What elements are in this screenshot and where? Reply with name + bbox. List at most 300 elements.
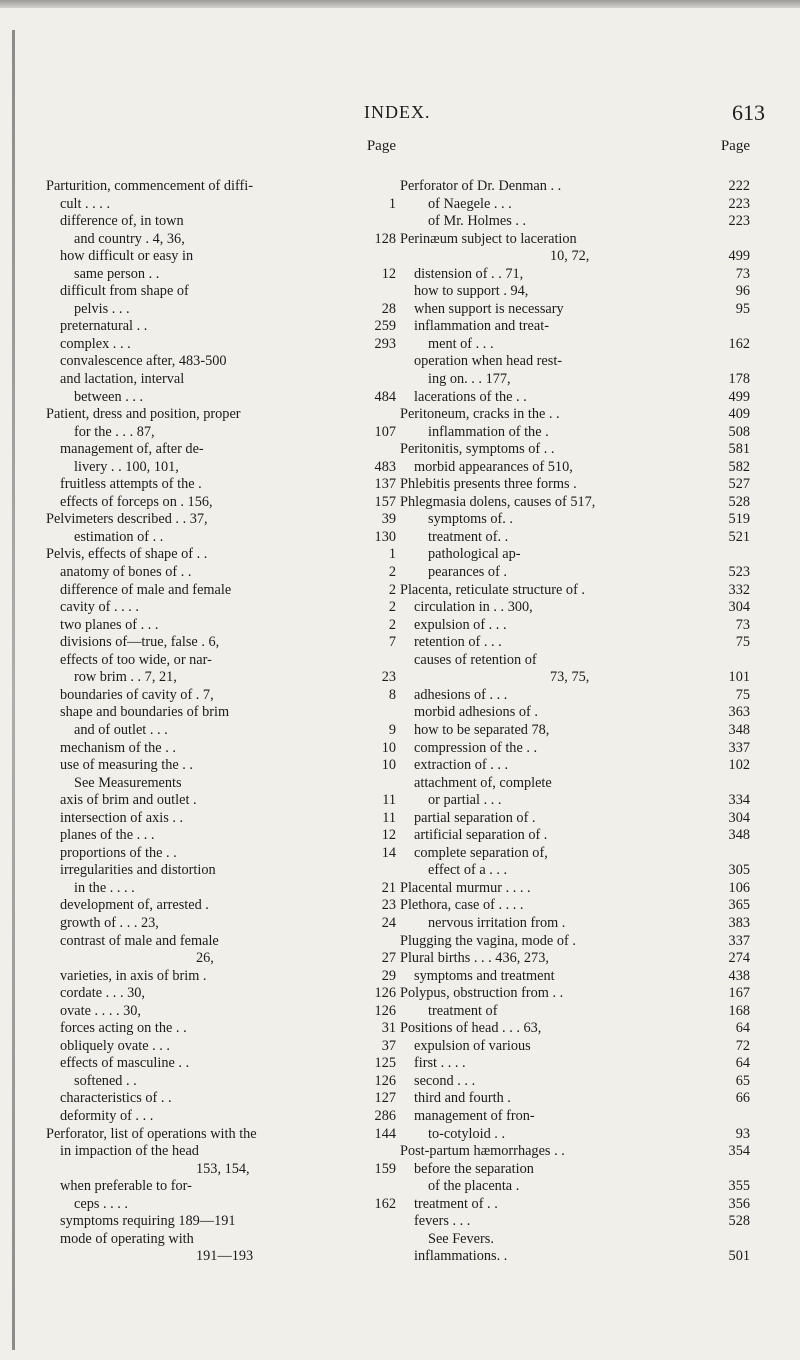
entry-text: Perinæum subject to laceration [400, 230, 577, 247]
index-entry [400, 248, 750, 266]
entry-text: ment of . . . [428, 335, 494, 352]
index-entry [46, 1196, 396, 1214]
entry-text: inflammations. . [414, 1248, 508, 1265]
entry-text: mode of operating with [60, 1230, 194, 1247]
entry-text: for the . . . 87, [74, 423, 155, 440]
entry-text: Perforator of Dr. Denman . . [400, 178, 562, 194]
index-entry [46, 178, 396, 196]
entry-text: Peritonitis, symptoms of . . [400, 441, 555, 458]
entry-text: effects of masculine . . [60, 1055, 190, 1072]
entry-text: Plugging the vagina, mode of . [400, 932, 576, 949]
index-entry [46, 1231, 396, 1249]
entry-page-ref: 499 [728, 248, 750, 265]
index-entry [400, 1143, 750, 1161]
index-entry [46, 968, 396, 986]
index-entry [46, 213, 396, 231]
entry-page-ref: 2 [388, 599, 396, 616]
page-header [0, 100, 800, 130]
index-entry [46, 792, 396, 810]
entry-page-ref: 12 [381, 265, 396, 282]
entry-text: softened . . [74, 1072, 137, 1089]
entry-text: Pelvis, effects of shape of . . [46, 546, 208, 563]
entry-page-ref: 64 [735, 1055, 750, 1072]
index-entry [400, 827, 750, 845]
entry-page-ref: 127 [374, 1090, 396, 1107]
entry-text: distension of . . 71, [414, 265, 524, 282]
entry-page-ref: 2 [388, 616, 396, 633]
index-entry [400, 915, 750, 933]
entry-page-ref: 223 [728, 213, 750, 230]
entry-text: effect of a . . . [428, 862, 508, 879]
index-entry [46, 740, 396, 758]
entry-page-ref: 519 [728, 511, 750, 528]
entry-page-ref: 2 [388, 564, 396, 581]
entry-text: lacerations of the . . [414, 388, 527, 405]
index-entry [400, 546, 750, 564]
entry-text: and of outlet . . . [74, 721, 168, 738]
entry-page-ref: 501 [728, 1248, 750, 1265]
entry-text: Phlegmasia dolens, causes of 517, [400, 493, 596, 510]
entry-page-ref: 527 [728, 476, 750, 493]
entry-page-ref: 101 [728, 669, 750, 686]
index-entry [400, 336, 750, 354]
index-entry [46, 406, 396, 424]
entry-text: management of fron- [414, 1107, 535, 1124]
index-entry [400, 669, 750, 687]
entry-text: complete separation of, [414, 844, 548, 861]
entry-page-ref: 2 [388, 581, 396, 598]
index-entry [46, 757, 396, 775]
entry-page-ref: 383 [728, 914, 750, 931]
entry-page-ref: 508 [728, 423, 750, 440]
index-entry [46, 529, 396, 547]
entry-text: effects of too wide, or nar- [60, 651, 212, 668]
entry-text: or partial . . . [428, 792, 502, 809]
entry-page-ref: 31 [381, 1020, 396, 1037]
index-entry [46, 546, 396, 564]
entry-page-ref: 11 [382, 792, 396, 809]
entry-text: development of, arrested . [60, 897, 209, 914]
page-top-edge [0, 0, 800, 8]
index-entry [400, 810, 750, 828]
index-entry [46, 704, 396, 722]
index-entry [400, 950, 750, 968]
index-entry [400, 862, 750, 880]
index-entry [46, 880, 396, 898]
entry-text: Placenta, reticulate structure of . [400, 581, 585, 598]
index-entry [400, 968, 750, 986]
entry-text: shape and boundaries of brim [60, 704, 230, 721]
entry-text: cordate . . . 30, [60, 985, 145, 1002]
index-entry [46, 476, 396, 494]
index-entry [46, 318, 396, 336]
index-entry [46, 810, 396, 828]
index-entry [400, 985, 750, 1003]
entry-text: Parturition, commencement of diffi- [46, 178, 253, 194]
entry-text: first . . . . [414, 1055, 466, 1072]
entry-text: before the separation [414, 1160, 534, 1177]
entry-text: estimation of . . [74, 528, 164, 545]
index-entry [400, 371, 750, 389]
index-entry [400, 652, 750, 670]
entry-page-ref: 107 [374, 423, 396, 440]
entry-page-ref: 363 [728, 704, 750, 721]
index-entry [400, 897, 750, 915]
entry-text: ceps . . . . [74, 1195, 128, 1212]
entry-text: retention of . . . [414, 634, 502, 651]
entry-page-ref: 304 [728, 599, 750, 616]
entry-page-ref: 286 [374, 1107, 396, 1124]
index-entry [400, 1003, 750, 1021]
entry-page-ref: 159 [374, 1160, 396, 1177]
entry-page-ref: 8 [388, 686, 396, 703]
index-entry [400, 564, 750, 582]
page-number: 613 [732, 100, 765, 125]
entry-text: expulsion of . . . [414, 616, 507, 633]
entry-text: artificial separation of . [414, 827, 548, 844]
index-entry [400, 933, 750, 951]
entry-page-ref: 73 [735, 265, 750, 282]
entry-text: pearances of . [428, 564, 507, 581]
entry-page-ref: 178 [728, 371, 750, 388]
index-entry [400, 845, 750, 863]
entry-page-ref: 11 [382, 809, 396, 826]
index-entry [46, 617, 396, 635]
entry-text: second . . . [414, 1072, 476, 1089]
index-entry [400, 424, 750, 442]
entry-page-ref: 356 [728, 1195, 750, 1212]
index-entry [400, 459, 750, 477]
entry-text: contrast of male and female [60, 932, 219, 949]
entry-text: inflammation of the . [428, 423, 549, 440]
entry-text: compression of the . . [414, 739, 538, 756]
entry-text: pelvis . . . [74, 300, 130, 317]
index-entry [46, 669, 396, 687]
entry-text: Perforator, list of operations with the [46, 1125, 257, 1142]
entry-page-ref: 582 [728, 458, 750, 475]
entry-text: Positions of head . . . 63, [400, 1020, 542, 1037]
entry-text: between . . . [74, 388, 144, 405]
entry-text: and lactation, interval [60, 371, 185, 388]
entry-text: Plural births . . . 436, 273, [400, 950, 549, 967]
index-entry [400, 406, 750, 424]
index-entry [400, 1161, 750, 1179]
page-label: Page [720, 138, 750, 154]
entry-page-ref: 223 [728, 195, 750, 212]
entry-page-ref: 304 [728, 809, 750, 826]
entry-text: causes of retention of [414, 651, 537, 668]
index-entry [400, 1178, 750, 1196]
index-entry [400, 318, 750, 336]
index-entry [400, 1090, 750, 1108]
entry-text: two planes of . . . [60, 616, 159, 633]
entry-page-ref: 1 [388, 546, 396, 563]
entry-page-ref: 126 [374, 1072, 396, 1089]
entry-text: Post-partum hæmorrhages . . [400, 1143, 565, 1160]
entry-text: treatment of [428, 1002, 498, 1019]
entry-page-ref: 96 [735, 283, 750, 300]
index-entry [46, 985, 396, 1003]
entry-page-ref: 305 [728, 862, 750, 879]
entry-page-ref: 21 [381, 879, 396, 896]
index-entry [46, 582, 396, 600]
entry-page-ref: 27 [381, 950, 396, 967]
entry-text: expulsion of various [414, 1037, 531, 1054]
entry-text: and country . 4, 36, [74, 230, 185, 247]
index-entry [46, 301, 396, 319]
entry-text: anatomy of bones of . . [60, 564, 192, 581]
entry-text: planes of the . . . [60, 827, 155, 844]
index-entry [400, 582, 750, 600]
index-entry [400, 1126, 750, 1144]
entry-page-ref: 355 [728, 1178, 750, 1195]
entry-text: 26, [196, 950, 214, 967]
column-header [400, 138, 750, 178]
entry-page-ref: 157 [374, 493, 396, 510]
entry-page-ref: 167 [728, 985, 750, 1002]
entry-page-ref: 348 [728, 721, 750, 738]
entry-page-ref: 528 [728, 493, 750, 510]
index-entry [46, 775, 396, 793]
entry-text: effects of forceps on . 156, [60, 493, 213, 510]
index-entry [46, 389, 396, 407]
index-entry [400, 441, 750, 459]
entry-text: obliquely ovate . . . [60, 1037, 170, 1054]
index-entry [400, 599, 750, 617]
entry-page-ref: 75 [735, 634, 750, 651]
entry-text: of Naegele . . . [428, 195, 512, 212]
entry-page-ref: 10 [381, 739, 396, 756]
index-entry [46, 652, 396, 670]
index-entry [46, 599, 396, 617]
entry-text: third and fourth . [414, 1090, 511, 1107]
entry-text: divisions of—true, false . 6, [60, 634, 220, 651]
index-entry [400, 1038, 750, 1056]
entry-text: Peritoneum, cracks in the . . [400, 406, 560, 423]
entry-page-ref: 337 [728, 932, 750, 949]
index-entry [400, 775, 750, 793]
entry-page-ref: 24 [381, 914, 396, 931]
index-entry [46, 897, 396, 915]
entry-page-ref: 106 [728, 879, 750, 896]
entry-text: extraction of . . . [414, 757, 509, 774]
entry-page-ref: 126 [374, 985, 396, 1002]
index-entry [400, 792, 750, 810]
index-entry [46, 494, 396, 512]
entry-text: of Mr. Holmes . . [428, 213, 527, 230]
index-entry [400, 1073, 750, 1091]
entry-text: same person . . [74, 265, 160, 282]
entry-text: partial separation of . [414, 809, 536, 826]
index-entry [46, 231, 396, 249]
entry-text: difference of, in town [60, 213, 184, 230]
entry-text: 191—193 [196, 1248, 254, 1265]
index-entry [46, 459, 396, 477]
entry-text: adhesions of . . . [414, 686, 508, 703]
entry-page-ref: 130 [374, 528, 396, 545]
index-entry [400, 389, 750, 407]
entry-page-ref: 332 [728, 581, 750, 598]
index-entry [46, 950, 396, 968]
entry-page-ref: 75 [735, 686, 750, 703]
entry-page-ref: 581 [728, 441, 750, 458]
entry-page-ref: 28 [381, 300, 396, 317]
index-entry [46, 1178, 396, 1196]
entry-text: ing on. . . 177, [428, 371, 511, 388]
entry-text: attachment of, complete [414, 774, 552, 791]
entry-page-ref: 222 [728, 178, 750, 194]
entry-text: axis of brim and outlet . [60, 792, 197, 809]
entry-text: varieties, in axis of brim . [60, 967, 207, 984]
entry-page-ref: 39 [381, 511, 396, 528]
entry-text: cult . . . . [60, 195, 111, 212]
entry-page-ref: 521 [728, 528, 750, 545]
entry-text: in the . . . . [74, 879, 135, 896]
index-entry [46, 845, 396, 863]
entry-text: how to support . 94, [414, 283, 529, 300]
binding-edge [12, 30, 15, 1350]
index-entry [400, 1055, 750, 1073]
entry-page-ref: 499 [728, 388, 750, 405]
entry-text: cavity of . . . . [60, 599, 140, 616]
index-entry [46, 353, 396, 371]
index-entry [46, 862, 396, 880]
entry-text: deformity of . . . [60, 1107, 154, 1124]
index-entry [400, 213, 750, 231]
index-entry [46, 266, 396, 284]
entry-text: intersection of axis . . [60, 809, 184, 826]
index-entry [46, 564, 396, 582]
index-entry [46, 196, 396, 214]
index-entry [400, 757, 750, 775]
entry-page-ref: 14 [381, 844, 396, 861]
index-entry [46, 441, 396, 459]
entry-page-ref: 144 [374, 1125, 396, 1142]
entry-page-ref: 337 [728, 739, 750, 756]
index-entry [400, 283, 750, 301]
index-entry [400, 511, 750, 529]
index-column-left [46, 138, 396, 1266]
entry-page-ref: 12 [381, 827, 396, 844]
entry-page-ref: 162 [728, 335, 750, 352]
index-entry [400, 494, 750, 512]
entry-text: 73, 75, [550, 669, 590, 686]
index-entry [46, 1161, 396, 1179]
entry-text: 10, 72, [550, 248, 590, 265]
entry-text: treatment of . . [414, 1195, 498, 1212]
entry-text: complex . . . [60, 335, 131, 352]
entry-page-ref: 348 [728, 827, 750, 844]
entry-page-ref: 137 [374, 476, 396, 493]
entry-text: morbid adhesions of . [414, 704, 538, 721]
index-entry [46, 827, 396, 845]
entry-text: 153, 154, [196, 1160, 250, 1177]
index-entry [46, 1213, 396, 1231]
index-entry [400, 353, 750, 371]
index-entry [400, 740, 750, 758]
entry-page-ref: 528 [728, 1213, 750, 1230]
entry-text: morbid appearances of 510, [414, 458, 573, 475]
index-entry [46, 933, 396, 951]
entry-page-ref: 354 [728, 1143, 750, 1160]
entry-text: in impaction of the head [60, 1143, 199, 1160]
entry-text: use of measuring the . . [60, 757, 194, 774]
entry-page-ref: 484 [374, 388, 396, 405]
entry-text: growth of . . . 23, [60, 914, 159, 931]
entry-text: row brim . . 7, 21, [74, 669, 177, 686]
entry-text: Phlebitis presents three forms . [400, 476, 577, 493]
entry-text: Pelvimeters described . . 37, [46, 511, 208, 528]
entry-page-ref: 23 [381, 669, 396, 686]
entry-page-ref: 126 [374, 1002, 396, 1019]
entry-text: forces acting on the . . [60, 1020, 187, 1037]
index-entry [46, 1003, 396, 1021]
index-entry [400, 1020, 750, 1038]
entry-page-ref: 10 [381, 757, 396, 774]
index-entry [46, 1090, 396, 1108]
entry-text: mechanism of the . . [60, 739, 176, 756]
entry-page-ref: 259 [374, 318, 396, 335]
entry-page-ref: 93 [735, 1125, 750, 1142]
entry-text: management of, after de- [60, 441, 204, 458]
entry-page-ref: 95 [735, 300, 750, 317]
entry-page-ref: 128 [374, 230, 396, 247]
running-title: INDEX. [364, 102, 431, 122]
index-entry [46, 1020, 396, 1038]
entry-page-ref: 72 [735, 1037, 750, 1054]
entry-text: boundaries of cavity of . 7, [60, 686, 214, 703]
index-entry [400, 634, 750, 652]
entry-text: fruitless attempts of the . [60, 476, 202, 493]
index-entry [46, 1248, 396, 1266]
index-entry [400, 722, 750, 740]
entry-text: proportions of the . . [60, 844, 177, 861]
index-entry [400, 704, 750, 722]
index-entry [400, 196, 750, 214]
index-entry [46, 1038, 396, 1056]
index-entry [400, 687, 750, 705]
entry-page-ref: 37 [381, 1037, 396, 1054]
index-entry [46, 1055, 396, 1073]
entry-text: symptoms of. . [428, 511, 513, 528]
index-entry [46, 1126, 396, 1144]
entry-page-ref: 66 [735, 1090, 750, 1107]
index-entry [400, 178, 750, 196]
entry-text: Polypus, obstruction from . . [400, 985, 564, 1002]
entry-text: operation when head rest- [414, 353, 563, 370]
entry-text: symptoms and treatment [414, 967, 555, 984]
entry-text: symptoms requiring 189—191 [60, 1213, 236, 1230]
index-entry [400, 1196, 750, 1214]
index-entry [46, 336, 396, 354]
index-entry [46, 634, 396, 652]
entry-text: difference of male and female [60, 581, 232, 598]
entry-page-ref: 293 [374, 335, 396, 352]
entry-page-ref: 102 [728, 757, 750, 774]
index-entry [46, 722, 396, 740]
index-entry [400, 529, 750, 547]
entry-text: livery . . 100, 101, [74, 458, 179, 475]
entry-page-ref: 523 [728, 564, 750, 581]
index-entry [400, 1248, 750, 1266]
entry-page-ref: 168 [728, 1002, 750, 1019]
entry-text: See Measurements [74, 774, 182, 791]
index-entry [46, 1073, 396, 1091]
entry-page-ref: 162 [374, 1195, 396, 1212]
entry-text: inflammation and treat- [414, 318, 549, 335]
index-entry [46, 1108, 396, 1126]
index-entry [46, 248, 396, 266]
